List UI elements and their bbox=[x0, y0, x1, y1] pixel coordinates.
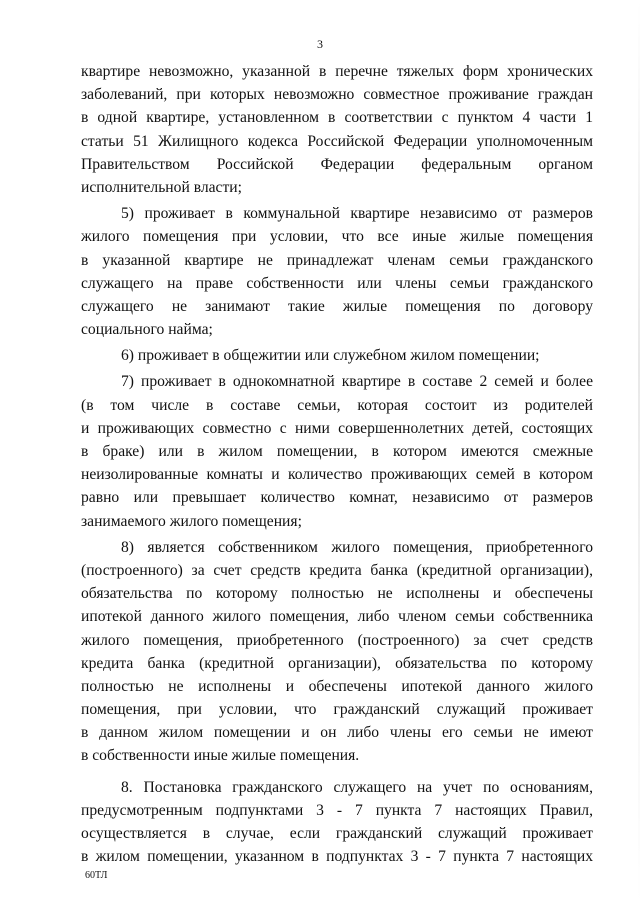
text-line: 8) является собственником жилого помещения, приобретенного bbox=[121, 538, 593, 556]
text-line: предусмотренным подпунктами 3 - 7 пункта 7 настоящих Правил, bbox=[81, 801, 593, 819]
document-code: 60ТЛ bbox=[85, 870, 108, 881]
text-line: кредита банка (кредитной организации), обязательства по которому bbox=[81, 654, 593, 672]
text-line: статьи 51 Жилищного кодекса Российской Федерации уполномоченным bbox=[81, 132, 593, 150]
text-line: служащего не занимают такие жилые помещения по договору bbox=[81, 297, 593, 315]
text-line: служащего на праве собственности или члены семьи гражданского bbox=[81, 274, 593, 292]
text-line: неизолированные комнаты и количество проживающих семей в котором bbox=[81, 466, 593, 484]
text-line: 6) проживает в общежитии или служебном жилом помещении; bbox=[121, 347, 540, 365]
paragraph-continuation bbox=[81, 60, 593, 199]
text-line: заболеваний, при которых невозможно совместное проживание граждан bbox=[81, 86, 593, 104]
paragraph-item-6 bbox=[81, 344, 593, 367]
text-line: жилого помещения при условии, что все иные жилые помещения bbox=[81, 228, 593, 246]
text-line: осуществляется в случае, если гражданский служащий проживает bbox=[81, 825, 593, 842]
paragraph-item-7 bbox=[81, 370, 593, 532]
text-line: в указанной квартире не принадлежат членам семьи гражданского bbox=[81, 251, 593, 269]
text-line: (построенного) за счет средств кредита банка (кредитной организации), bbox=[81, 561, 593, 579]
text-line: исполнительной власти; bbox=[81, 178, 242, 196]
text-line: в жилом помещении, указанном в подпунктах 3 - 7 пункта 7 настоящих bbox=[81, 848, 593, 866]
paragraph-section-8 bbox=[81, 776, 593, 869]
text-line: занимаемого жилого помещения; bbox=[81, 512, 302, 530]
text-line: помещения, при условии, что гражданский служащий проживает bbox=[81, 701, 593, 719]
text-line: Правительством Российской Федерации федеральным органом bbox=[81, 155, 593, 173]
text-line: в данном жилом помещении и он либо члены его семьи не имеют bbox=[81, 724, 593, 742]
text-line: обязательства по которому полностью не исполнены и обеспечены bbox=[81, 585, 593, 603]
text-line: в одной квартире, установленном в соответствии с пунктом 4 части 1 bbox=[81, 109, 593, 127]
page-number: 3 bbox=[317, 37, 323, 51]
paragraph-item-8 bbox=[81, 536, 593, 768]
text-line: квартире невозможно, указанной в перечне тяжелых форм хронических bbox=[81, 63, 593, 80]
text-line: жилого помещения, приобретенного (построенного) за счет средств bbox=[81, 631, 593, 649]
text-line: 7) проживает в однокомнатной квартире в составе 2 семей и более bbox=[121, 373, 593, 391]
document-body bbox=[81, 60, 593, 868]
text-line: и проживающих совместно с ними совершеннолетних детей, состоящих bbox=[81, 419, 593, 437]
text-line: (в том числе в составе семьи, которая состоит из родителей bbox=[81, 396, 593, 414]
text-line: в собственности иные жилые помещения. bbox=[81, 747, 360, 765]
text-line: равно или превышает количество комнат, независимо от размеров bbox=[81, 489, 593, 507]
text-line: в браке) или в жилом помещении, в котором имеются смежные bbox=[81, 443, 593, 460]
text-line: 8. Постановка гражданского служащего на учет по основаниям, bbox=[121, 778, 593, 796]
text-line: полностью не исполнены и обеспечены ипотекой данного жилого bbox=[81, 677, 593, 695]
paragraph-item-5 bbox=[81, 202, 593, 341]
text-line: социального найма; bbox=[81, 321, 213, 339]
text-line: 5) проживает в коммунальной квартире независимо от размеров bbox=[121, 205, 593, 223]
text-line: ипотекой данного жилого помещения, либо членом семьи собственника bbox=[81, 608, 593, 626]
